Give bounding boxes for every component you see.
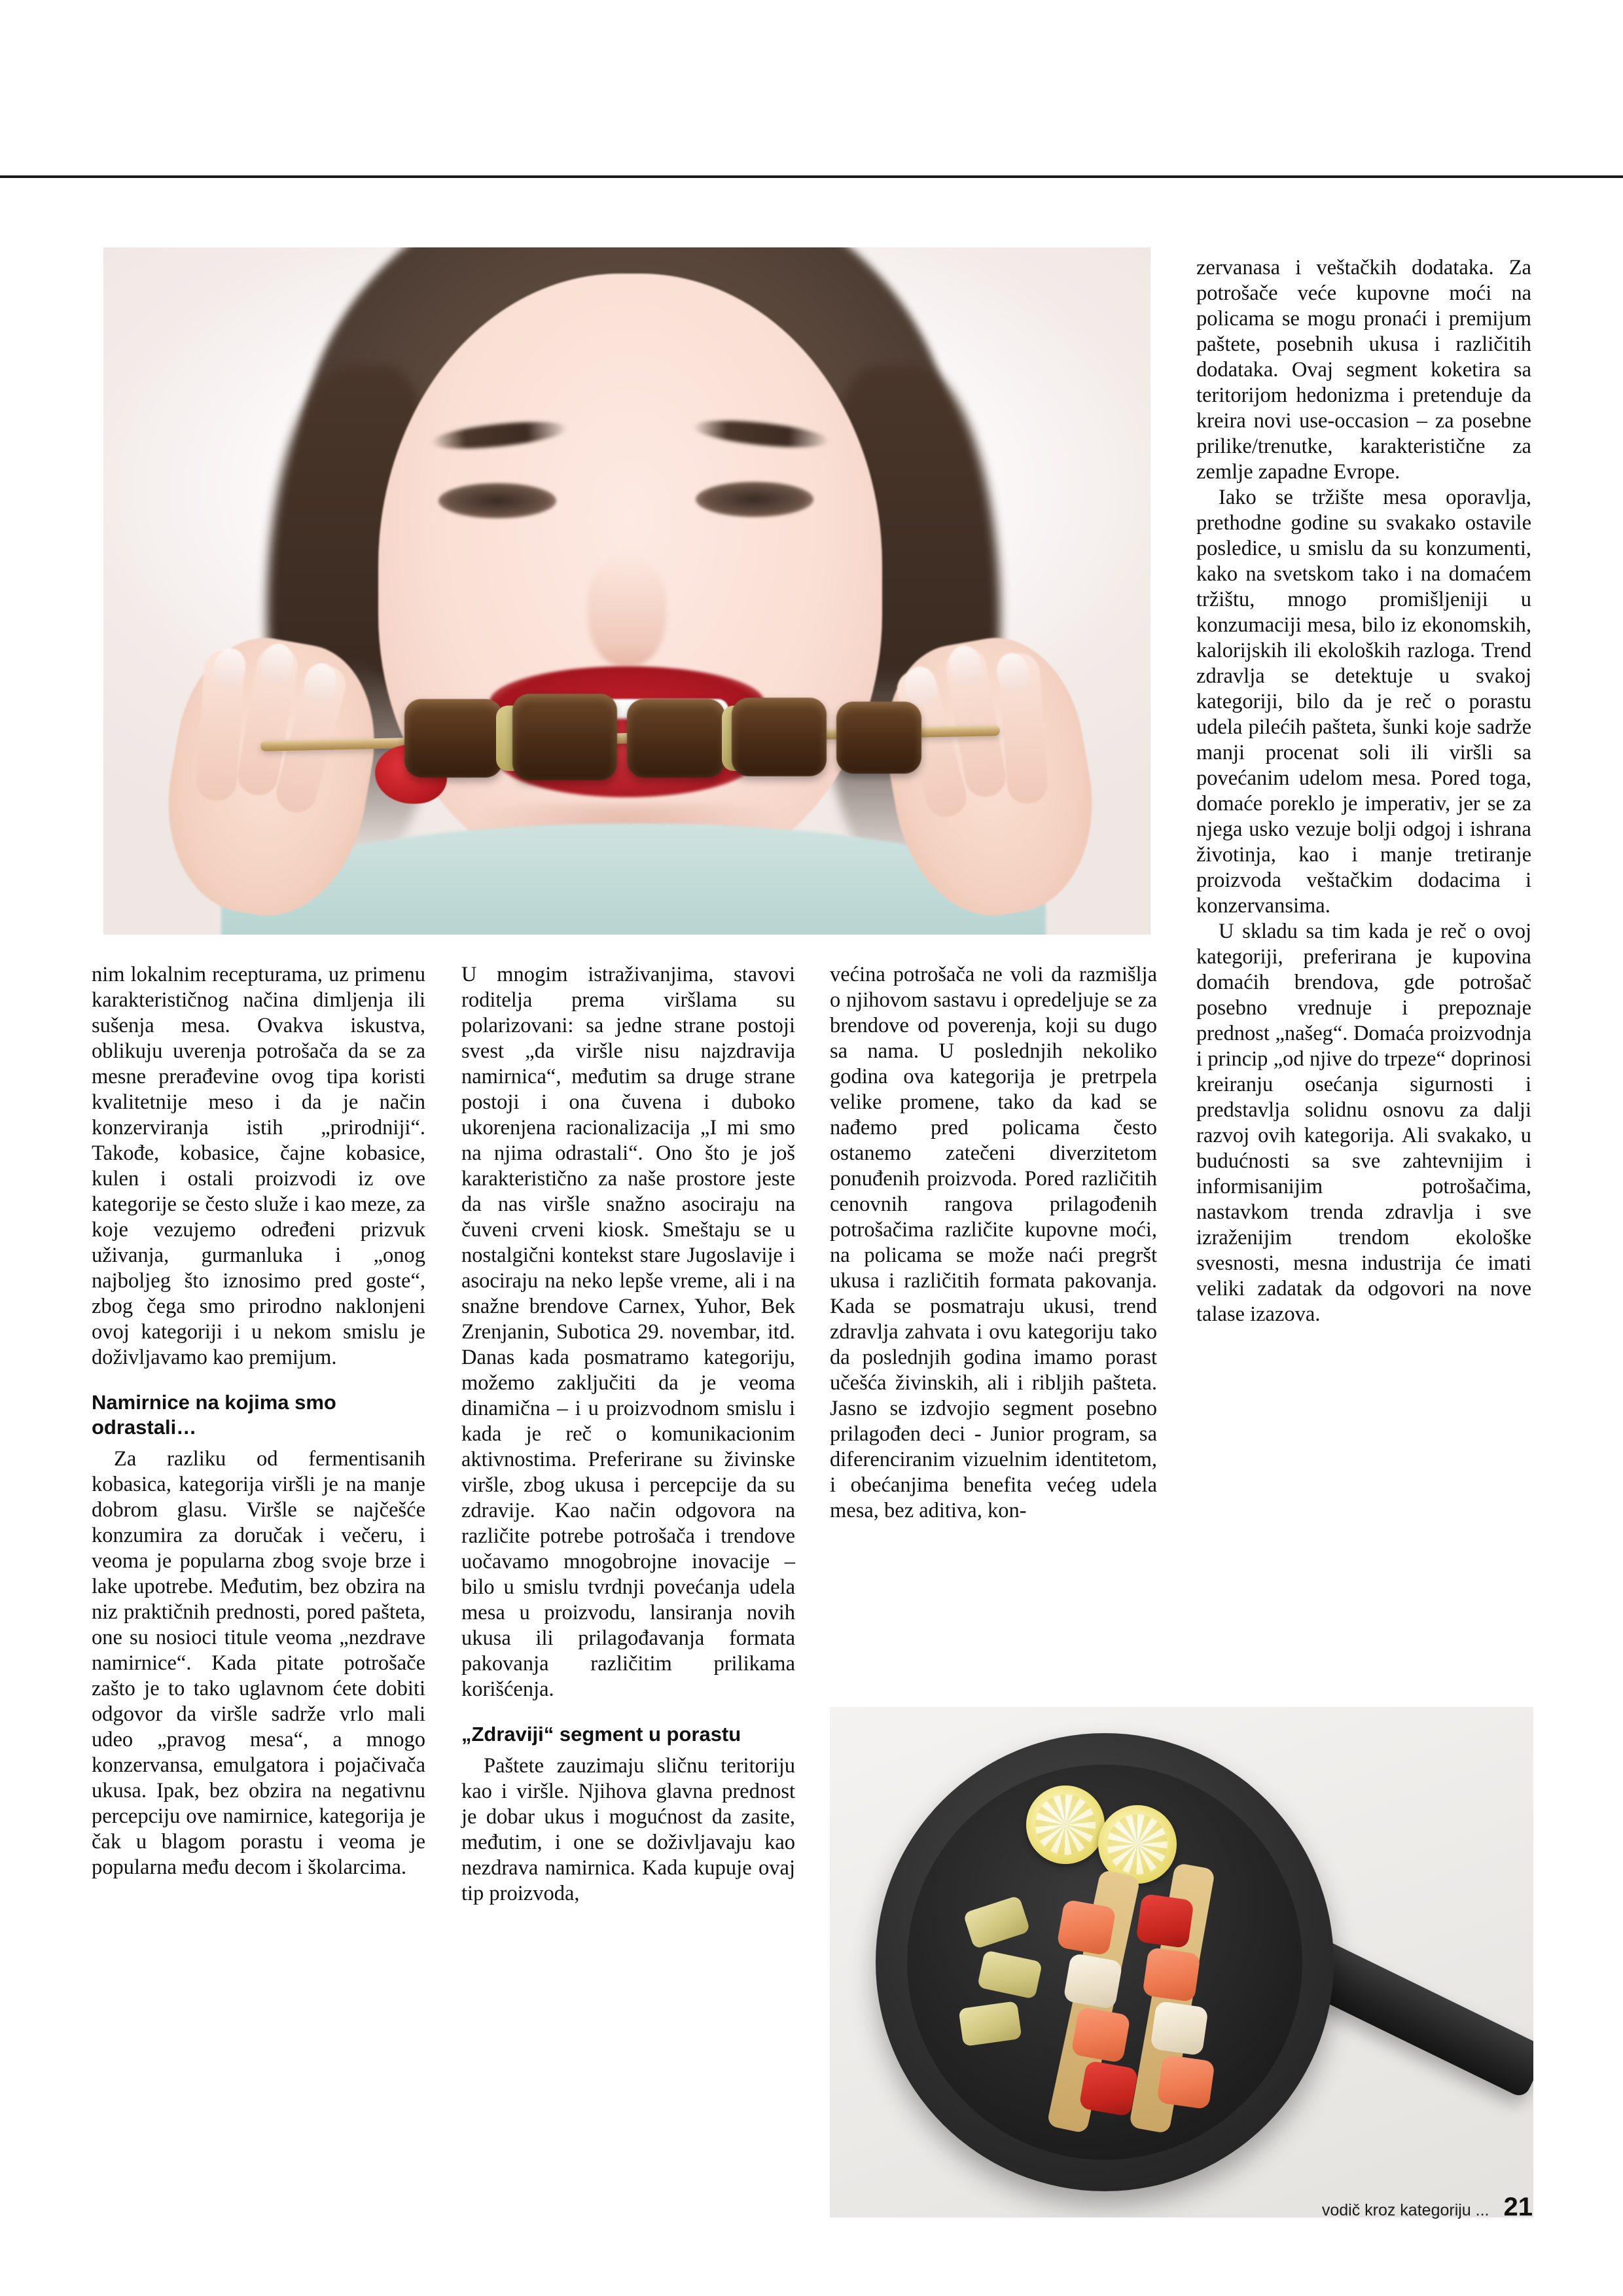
salmon-chunk	[1071, 2007, 1131, 2064]
nose-shape	[588, 555, 666, 666]
tomato-piece	[1135, 1893, 1194, 1948]
eye-left	[438, 483, 556, 518]
paragraph: nim lokalnim recepturama, uz primenu karakterističnog načina dimljenja ili sušenja mesa. Ovakva iskustva, oblikuju uverenja potrošača da se za mesne prerađevine ovog tipa koristi kvalitetnije meso i da je način konzerviranja istih „prirodniji“. Takođe, kobasice, čajne kobasice, kulen i ostali proizvodi iz ove kategorije se često služe i kao meze, za koje vezujemo određeni prizvuk uživanja, gurmanluka i „onog najboljeg što iznosimo pred goste“, zbog čega smo prirodno naklonjeni ovoj kategoriji i u nekom smislu je doživljavamo kao premijum.	[92, 963, 425, 1369]
subheading-zdraviji-segment: „Zdraviji“ segment u porastu	[461, 1723, 741, 1746]
lemon-slice	[1026, 1785, 1105, 1864]
meat-chunk	[512, 694, 617, 780]
subheading-namirnice: Namirnice na kojima smo odrastali…	[92, 1391, 336, 1439]
body-column-1	[92, 962, 425, 1880]
header-rule	[0, 175, 1623, 178]
paragraph: U mnogim istraživanjima, stavovi roditelja prema viršlama su polarizovani: sa jedne strane postoji svest „da viršle nisu najzdravija namirnica“, međutim sa druge strane postoji i ona čuvena i duboko ukorenjena racionalizacija „I mi smo na njima odrastali“. Ono što je još karakteristično za naše prostore jeste da nas viršle snažno asociraju na čuveni crveni kiosk. Smeštaju se u nostalgični kontekst stare Jugoslavije i asociraju na neko lepše vreme, ali i na snažne brendove Carnex, Yuhor, Bek Zrenjanin, Subotica 29. novembar, itd. Danas kada posmatramo kategoriju, možemo zaključiti da je veoma dinamična – i u proizvodnom smislu i kada je reč o komunikacionim aktivnostima. Preferirane su živinske viršle, zbog ukusa i percepcije da su zdravije. Kao način odgovora na različite potrebe potrošača i trendove uočavamo mnogobrojne inovacije – bilo u smislu tvrdnji povećanja udela mesa u proizvodu, lansiranja novih ukusa ili prilagođavanja formata pakovanja različitim prilikama korišćenja.	[461, 963, 795, 1701]
vegetable-piece	[958, 2001, 1022, 2047]
eye-right	[696, 482, 813, 517]
page-footer	[1322, 2193, 1533, 2222]
salmon-chunk	[1056, 1899, 1116, 1956]
body-column-2	[461, 962, 795, 1907]
meat-chunk	[404, 699, 503, 778]
salmon-chunk	[1142, 1947, 1201, 2002]
meat-chunk	[732, 698, 827, 776]
pan-photo-skewers	[830, 1707, 1533, 2217]
white-fish-chunk	[1150, 2001, 1209, 2056]
page-number: 21	[1503, 2193, 1533, 2221]
paragraph: Za razliku od fermentisanih kobasica, kategorija viršli je na manje dobrom glasu. Viršle se najčešće konzumira za doručak i večeru, i veoma je popularna zbog svoje brze i lake upotrebe. Međutim, bez obzira na niz praktičnih prednosti, pored pašteta, one su nosioci titule veoma „nezdrave namirnice“. Kada pitate potrošače zašto je to tako uglavnom ćete dobiti odgovor da viršle sadrže vrlo mali udeo „pravog mesa“, a mnogo konzervansa, emulgatora i pojačivača ukusa. Ipak, bez obzira na negativnu percepciju ove namirnice, kategorija je čak u blagom porastu i veoma je popularna među decom i školarcima.	[92, 1447, 425, 1879]
paragraph: zervanasa i veštačkih dodataka. Za potrošače veće kupovne moći na policama se mogu pronaći i premijum paštete, posebnih ukusa i različitih dodataka. Ovaj segment koketira sa teritorijom hedonizma i pretenduje da kreira novi use-occasion – za posebne prilike/trenutke, karakteristične za zemlje zapadne Evrope.	[1196, 256, 1531, 484]
tomato-piece	[1079, 2060, 1139, 2117]
body-column-3	[830, 962, 1157, 1524]
paragraph: U skladu sa tim kada je reč o ovoj kategoriji, preferirana je kupovina domaćih brendova, gde potrošač posebno vrednuje i prepoznaje prednost „našeg“. Domaća proizvodnja i princip „od njive do trpeze“ doprinosi kreiranju osećanja sigurnosti i predstavlja solidnu osnovu za dalji razvoj ovih kategorija. Ali svakako, u budućnosti sa sve zahtevnijim i informisanijim potrošačima, nastavkom trenda zdravlja i sve izraženijim trendom ekološke svesnosti, mesna industrija će imati veliki zadatak da odgovori na nove talase izazova.	[1196, 920, 1531, 1326]
meat-chunk	[627, 699, 725, 778]
hero-photo-woman-eating-skewer	[103, 247, 1150, 935]
paragraph: većina potrošača ne voli da razmišlja o njihovom sastavu i opredeljuje se za brendove od poverenja, koji su dugo sa nama. U poslednjih nekoliko godina ova kategorija je pretrpela velike promene, tako da kad se nađemo pred policama često ostanemo zatečeni diverzitetom ponuđenih proizvoda. Pored različitih cenovnih rangova prilagođenih potrošačima različite kupovne moći, na policama se može naći pregršt ukusa i različitih formata pakovanja. Kada se posmatraju ukusi, trend zdravlja zahvata i ovu kategoriju tako da poslednjih godina imamo porast učešća živinskih, ali i ribljih pašteta. Jasno se izdvojio segment posebno prilagođen deci - Junior program, sa diferenciranim vizuelnim identitetom, i obećanjima benefita većeg udela mesa, bez aditiva, kon-	[830, 963, 1157, 1522]
white-fish-chunk	[1063, 1953, 1123, 2010]
salmon-chunk	[1156, 2054, 1215, 2109]
body-column-4	[1196, 255, 1531, 1327]
paragraph: Paštete zauzimaju sličnu teritoriju kao i viršle. Njihova glavna prednost je dobar ukus i mogućnost da zasite, međutim, i one se doživljavaju kao nezdrava namirnica. Kada kupuje ovaj tip proizvoda,	[461, 1754, 795, 1905]
footer-caption: vodič kroz kategoriju ...	[1321, 2201, 1489, 2219]
meat-chunk	[836, 702, 921, 774]
paragraph: Iako se tržište mesa oporavlja, prethodne godine su svakako ostavile posledice, u smislu da su konzumenti, kako na svetskom tako i na domaćem tržištu, mnogo promišljeniji u konzumaciji mesa, bilo iz ekonomskih, kalorijskih ili ekoloških razloga. Trend zdravlja se detektuje u svakoj kategoriji, bilo da je reč o porastu udela pilećih pašteta, šunki koje sadrže manji procenat soli ili viršli sa povećanim udelom mesa. Pored toga, domaće poreklo je imperativ, jer se za njega usko vezuje bolji odgoj i ishrana životinja, kao i manje tretiranje proizvoda veštačkim dodacima i konzervansima.	[1196, 486, 1531, 918]
